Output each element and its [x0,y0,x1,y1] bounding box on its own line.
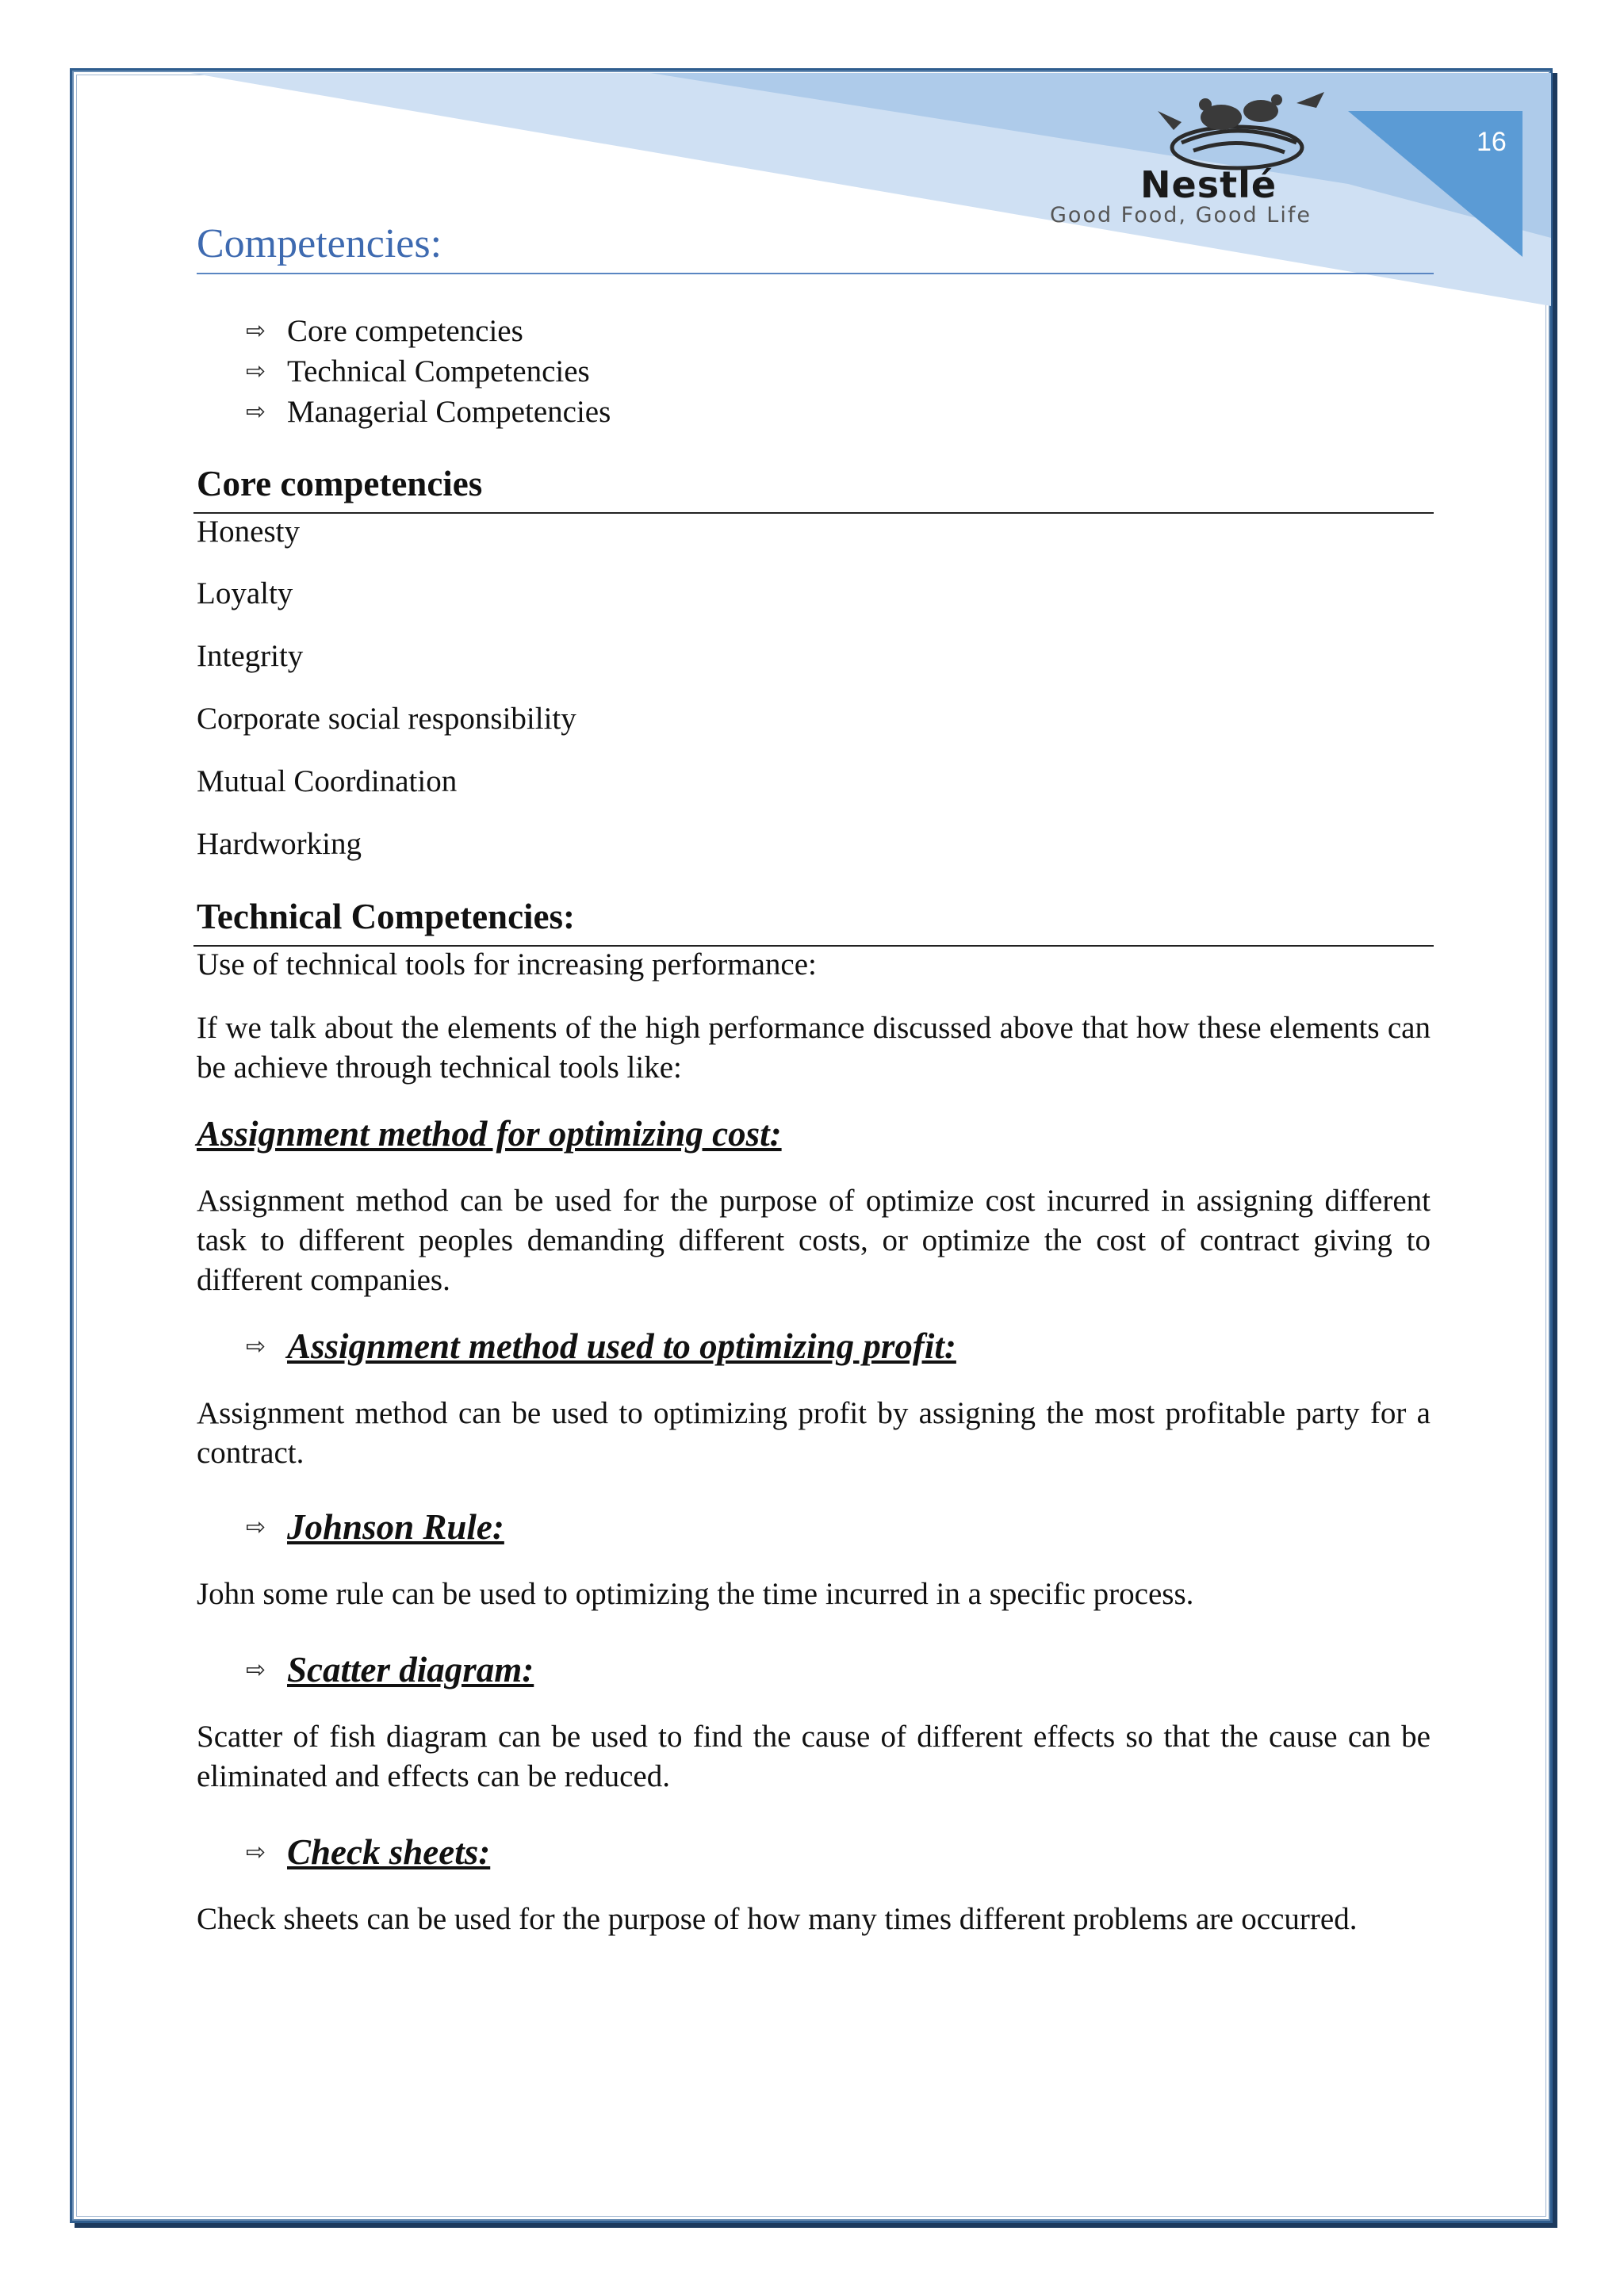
section-heading-row-johnson [246,1506,504,1548]
arrow-right-icon: ⇨ [246,358,266,385]
intro-bullet-list [246,311,611,432]
core-heading-rule [193,512,1434,514]
section-heading-cost: Assignment method for optimizing cost: [197,1114,782,1154]
title-underline [197,273,1434,274]
section-heading-check-sheets: Check sheets: [287,1832,491,1872]
section-heading-row-profit [246,1326,956,1367]
technical-intro-line: Use of technical tools for increasing performance: [197,947,817,982]
core-item-integrity: Integrity [197,639,304,673]
section-heading-johnson: Johnson Rule: [287,1507,504,1547]
nestle-logo [1047,87,1435,230]
arrow-right-icon: ⇨ [246,317,266,345]
page-title: Competencies: [197,221,442,266]
section-heading-scatter: Scatter diagram: [287,1650,534,1689]
section-body-scatter: Scatter of fish diagram can be used to find the cause of different effects so that the cause can be eliminated and effects can be reduced. [197,1720,1431,1793]
list-item: ⇨ Managerial Competencies [246,392,611,432]
core-item-hardworking: Hardworking [197,827,362,861]
core-item-honesty: Honesty [197,515,300,549]
list-item: ⇨ Technical Competencies [246,351,611,392]
section-heading-row-scatter [246,1649,534,1690]
core-heading: Core competencies [197,464,483,503]
bird-nest-icon [1126,87,1364,174]
section-heading-row-check-sheets [246,1831,490,1873]
section-body-cost: Assignment method can be used for the purpose of optimize cost incurred in assigning different task to different peoples demanding different costs, or optimize the cost of contract giving to different companies. [197,1184,1431,1297]
arrow-right-icon: ⇨ [246,1838,266,1866]
logo-wordmark: Nestlé [1140,163,1277,206]
section-body-profit: Assignment method can be used to optimizing profit by assigning the most profitable party for a contract. [197,1396,1431,1470]
technical-heading: Technical Competencies: [197,897,576,936]
arrow-right-icon: ⇨ [246,1332,266,1360]
arrow-right-icon: ⇨ [246,398,266,426]
page-number: 16 [1477,127,1507,157]
arrow-right-icon: ⇨ [246,1655,266,1684]
core-item-loyalty: Loyalty [197,576,293,610]
core-item-csr: Corporate social responsibility [197,702,576,736]
technical-intro-paragraph: If we talk about the elements of the high performance discussed above that how these elements can be achieve through technical tools like: [197,1011,1431,1085]
logo-tagline: Good Food, Good Life [1050,203,1312,228]
arrow-right-icon: ⇨ [246,1513,266,1541]
list-item: ⇨ Core competencies [246,311,611,351]
section-heading-profit: Assignment method used to optimizing profit: [287,1326,956,1366]
section-body-johnson: John some rule can be used to optimizing the time incurred in a specific process. [197,1577,1194,1611]
core-item-coordination: Mutual Coordination [197,764,458,798]
section-body-check-sheets: Check sheets can be used for the purpose of how many times different problems are occurred. [197,1902,1358,1936]
